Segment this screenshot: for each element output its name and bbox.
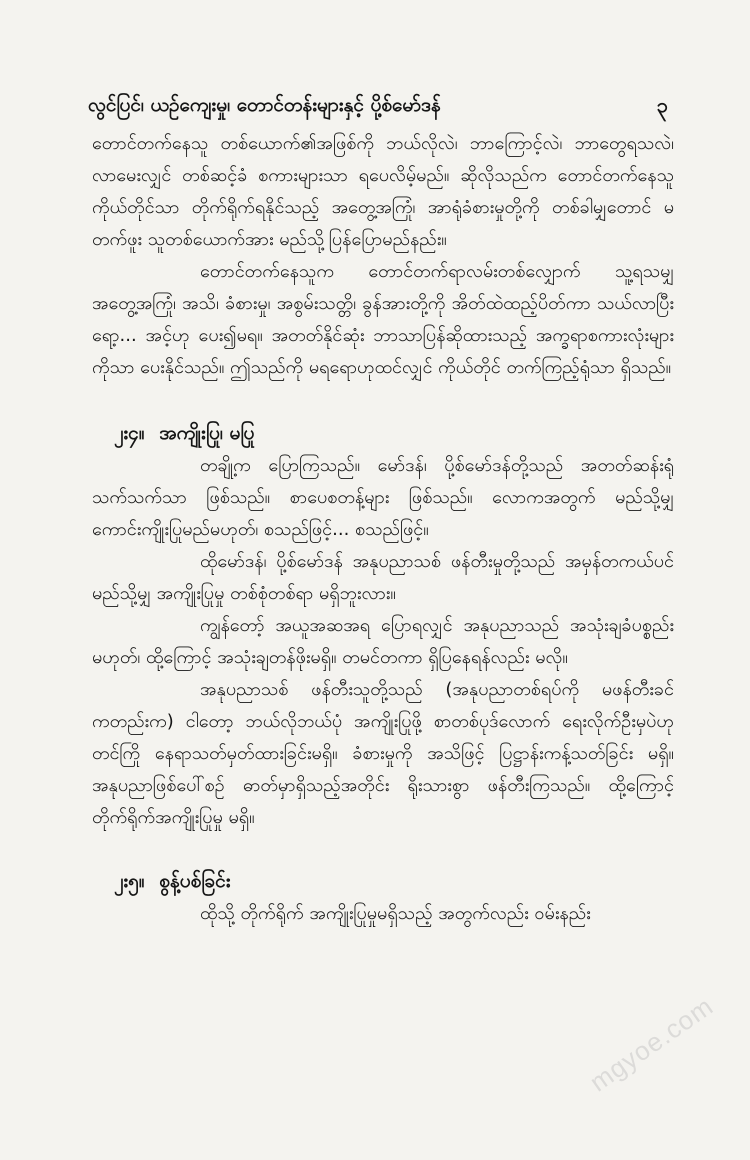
section-title: အကျိုးပြု၊ မပြု xyxy=(159,422,255,444)
running-head xyxy=(88,88,668,122)
paragraph: ထိုသို့ တိုက်ရိုက် အကျိုးပြုမှုမရှိသည့် အတွက်လည်း ဝမ်းနည်း xyxy=(200,903,591,924)
paragraph: ကျွန်တော့် အယူအဆအရ ပြောရလျှင် အနုပညာသည် အသုံးချခံပစ္စည်းမဟုတ်၊ ထို့ကြောင့် အသုံးချတန်ဖိုးမရှိ။ တမင်တကာ ရှိပြနေရန်လည်း မလို။ xyxy=(92,615,674,668)
body-text xyxy=(92,128,674,930)
section-heading xyxy=(92,416,674,450)
section-heading xyxy=(92,864,674,898)
section-title: စွန့်ပစ်ခြင်း xyxy=(159,870,231,892)
paragraph: တချို့က ပြောကြသည်။ မော်ဒန်၊ ပို့စ်မော်ဒန်တို့သည် အတတ်ဆန်းရုံ သက်သက်သာ ဖြစ်သည်။ စာပေစတန့်များ ဖြစ်သည်။ လောကအတွက် မည်သို့မျှ ကောင်းကျိုးပြုမည်မဟုတ်၊ စသည်ဖြင့်... စသည်ဖြင့်။ xyxy=(92,455,674,540)
paragraph: တောင်တက်နေသူက တောင်တက်ရာလမ်းတစ်လျှောက် သူ့ရသမျှ အတွေ့အကြုံ၊ အသိ၊ ခံစားမှု၊ အစွမ်းသတ္တိ၊ ခွန်အားတို့ကို အိတ်ထဲထည့်ပိတ်ကာ သယ်လာပြီး ရော့... အင့်ဟု ပေး၍မရ။ အတတ်နိုင်ဆုံး ဘာသာပြန်ဆိုထားသည့် အက္ခရာစကားလုံးများကိုသာ ပေးနိုင်သည်။ ဤသည်ကို မရရောဟုထင်လျှင် ကိုယ်တိုင် တက်ကြည့်ရုံသာ ရှိသည်။ xyxy=(92,261,674,378)
watermark: mgyoe.com xyxy=(584,990,719,1098)
section-number: ၂း၅။ xyxy=(114,870,145,892)
paragraph: အနုပညာသစ် ဖန်တီးသူတို့သည် (အနုပညာတစ်ရပ်ကို မဖန်တီးခင်ကတည်းက) ငါတော့ ဘယ်လိုဘယ်ပုံ အကျိုးပြုဖို့ စာတစ်ပုဒ်လောက် ရေးလိုက်ဦးမှပဲဟု တင်ကြို နေရာသတ်မှတ်ထားခြင်းမရှိ။ ခံစားမှုကို အသိဖြင့် ပြဋ္ဌာန်းကန့်သတ်ခြင်း မရှိ။ အနုပညာဖြစ်ပေါ်စဉ် ဓာတ်မှာရှိသည့်အတိုင်း ရိုးသားစွာ ဖန်တီးကြသည်။ ထို့ကြောင့် တိုက်ရိုက်အကျိုးပြုမှု မရှိ။ xyxy=(92,679,674,828)
paragraph: ထိုမော်ဒန်၊ ပို့စ်မော်ဒန် အနုပညာသစ် ဖန်တီးမှုတို့သည် အမှန်တကယ်ပင် မည်သို့မျှ အကျိုးပြုမှု တစ်စုံတစ်ရာ မရှိဘူးလား။ xyxy=(92,551,674,604)
section-number: ၂း၄။ xyxy=(114,422,145,444)
paragraph: တောင်တက်နေသူ တစ်ယောက်၏အဖြစ်ကို ဘယ်လိုလဲ၊ ဘာကြောင့်လဲ၊ ဘာတွေရသလဲ၊ လာမေးလျှင် တစ်ဆင့်ခံ စကားများသာ ရပေလိမ့်မည်။ ဆိုလိုသည်က တောင်တက်နေသူကိုယ်တိုင်သာ တိုက်ရိုက်ရနိုင်သည့် အတွေ့အကြုံ၊ အာရုံခံစားမှုတို့ကို တစ်ခါမျှတောင် မတက်ဖူး သူတစ်ယောက်အား မည်သို့ပြန်ပြောမည်နည်း။ xyxy=(92,133,674,250)
running-title: လွင်ပြင်၊ ယဉ်ကျေးမှု၊ တောင်တန်းများနှင့် ပို့စ်မော်ဒန် xyxy=(88,94,441,116)
page-number: ၃ xyxy=(656,93,668,117)
